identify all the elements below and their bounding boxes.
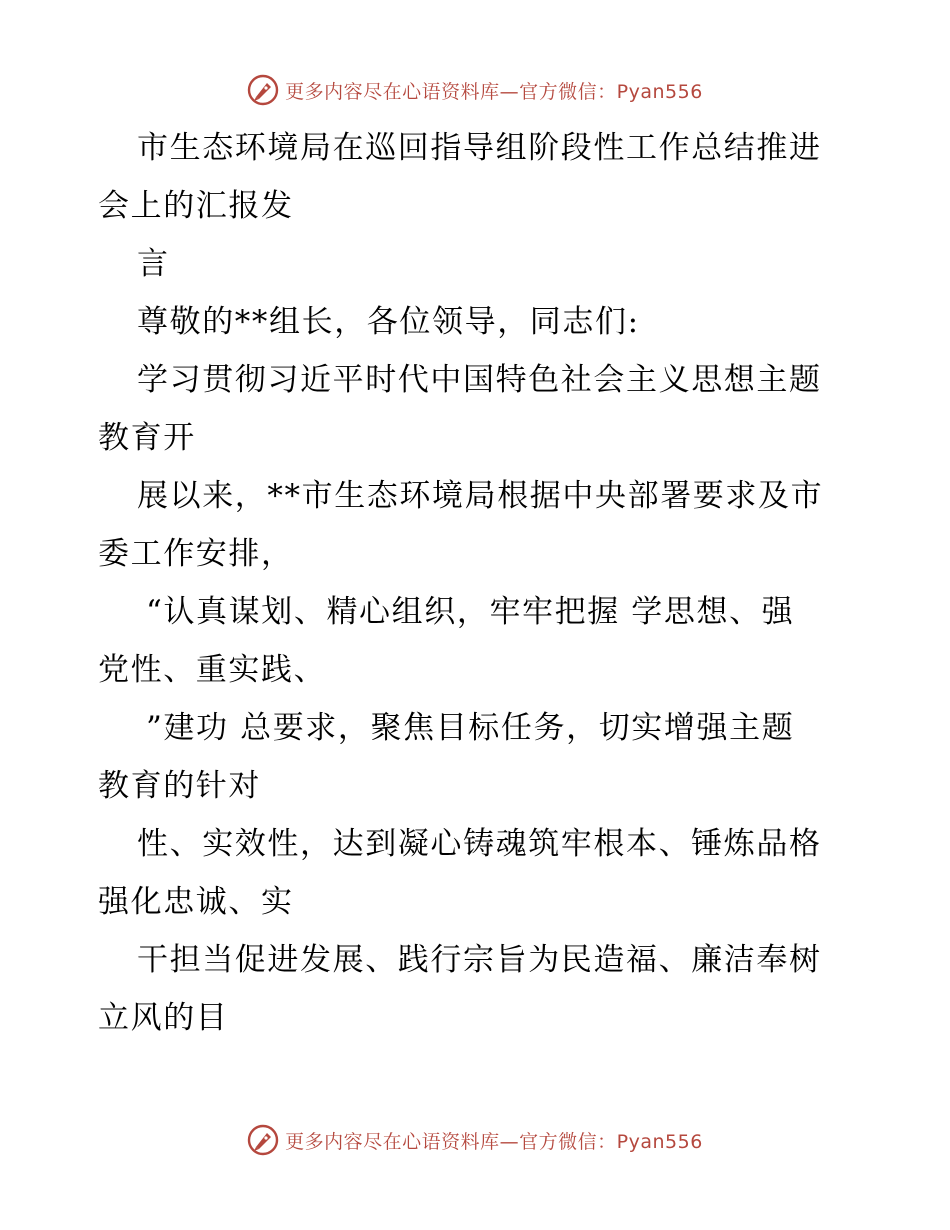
text-line: 教育开 [98,420,196,456]
text-line: 性、实效性，达到凝心铸魂筑牢根本、锤炼品格 [137,826,822,862]
header-banner [0,70,950,110]
pen-nib-logo-icon [247,74,279,106]
text-line: 委工作安排， [98,536,294,572]
banner-text: 更多内容尽在心语资料库—官方微信：Pyan556 [285,1130,703,1153]
text-line: 言 [137,246,170,282]
pen-nib-logo-icon [247,1124,279,1156]
text-line: 干担当促进发展、践行宗旨为民造福、廉洁奉树 [137,942,822,978]
footer-banner [0,1120,950,1160]
text-line: 尊敬的**组长，各位领导，同志们: [137,304,640,340]
text-line: 市生态环境局在巡回指导组阶段性工作总结推进 [137,130,822,166]
text-line: 党性、重实践、 [98,652,327,688]
text-line: 会上的汇报发 [98,188,294,224]
text-line: 立风的目 [98,1000,229,1036]
text-line: 学习贯彻习近平时代中国特色社会主义思想主题 [137,362,822,398]
text-line: 展以来，**市生态环境局根据中央部署要求及市 [137,478,824,514]
banner-text: 更多内容尽在心语资料库—官方微信：Pyan556 [285,80,703,103]
text-line: ”建功 总要求，聚焦目标任务，切实增强主题 [146,710,795,746]
text-line: “认真谋划、精心组织，牢牢把握 学思想、强 [146,594,795,630]
text-line: 强化忠诚、实 [98,884,294,920]
text-line: 教育的针对 [98,768,261,804]
